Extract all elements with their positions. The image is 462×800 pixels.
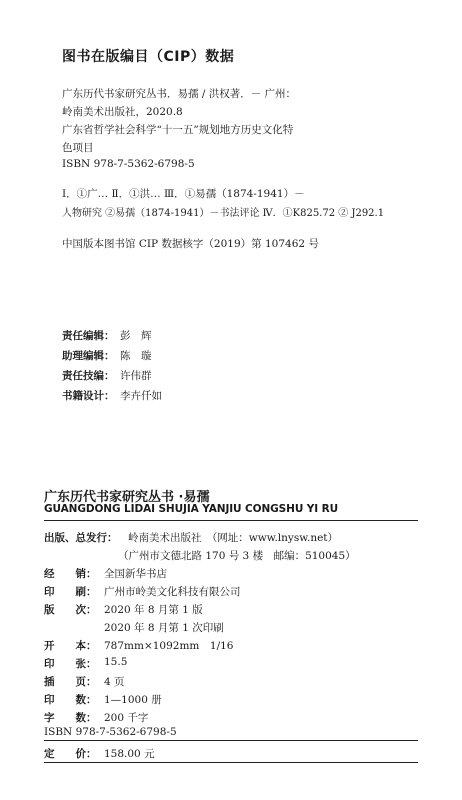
price-value: 158.00 元 [104, 748, 155, 760]
divider [44, 762, 418, 763]
credit-label: 责任编辑： [62, 330, 115, 342]
info-label: 经 销： [44, 568, 97, 580]
info-value: 15.5 [104, 656, 128, 668]
info-value: 广州市岭美文化科技有限公司 [104, 586, 241, 598]
cip-isbn: ISBN 978-7-5362-6798-5 [62, 158, 195, 170]
series-pinyin: GUANGDONG LIDAI SHUJIA YANJIU CONGSHU YI RU [44, 503, 339, 515]
cip-classification: Ⅰ．①广… Ⅱ．①洪… Ⅲ．①易孺（1874-1941）－ [62, 188, 305, 200]
credit-value: 彭 辉 [120, 330, 152, 342]
credit-label: 书籍设计： [62, 390, 115, 402]
info-label: 版 次： [44, 604, 97, 616]
isbn: ISBN 978-7-5362-6798-5 [44, 726, 177, 738]
publisher-label: 出版、总发行： [44, 532, 118, 544]
info-label: 插 页： [44, 676, 97, 688]
info-label: 字 数： [44, 712, 97, 724]
info-value: 2020 年 8 月第 1 版 [104, 604, 203, 616]
credit-value: 陈 璇 [120, 350, 152, 362]
publisher-value: 岭南美术出版社 （网址：www.lnysw.net） [128, 532, 339, 544]
info-label: 印 数： [44, 694, 97, 706]
cip-classification: 人物研究 ②易孺（1874-1941）－书法评论 Ⅳ．①K825.72 ② J292.1 [62, 208, 385, 219]
cip-title: 图书在版编目（CIP）数据 [62, 49, 235, 65]
credit-label: 助理编辑： [62, 350, 115, 362]
price-label: 定 价： [44, 748, 97, 760]
info-label: 印 张： [44, 658, 97, 670]
cip-line: 广东省哲学社会科学“十一五”规划地方历史文化特 [62, 124, 294, 136]
info-value: 1—1000 册 [104, 694, 162, 706]
cip-line: 广东历代书家研究丛书．易孺 / 洪权著．－ 广州： [62, 88, 297, 100]
info-label: 开 本： [44, 640, 97, 652]
series-title: 广东历代书家研究丛书 ·易孺 [44, 490, 210, 505]
credit-label: 责任技编： [62, 370, 115, 382]
info-value: 全国新华书店 [104, 568, 167, 580]
cip-record-number: 中国版本图书馆 CIP 数据核字（2019）第 107462 号 [62, 238, 319, 250]
divider [44, 520, 418, 521]
cip-line: 岭南美术出版社，2020.8 [62, 106, 183, 118]
credit-value: 许伟群 [120, 370, 152, 382]
cip-line: 色项目 [62, 142, 94, 154]
credit-value: 李卉仟如 [120, 390, 162, 402]
info-value: 787mm×1092mm 1/16 [104, 640, 234, 652]
info-label: 印 刷： [44, 586, 97, 598]
info-value: 2020 年 8 月第 1 次印刷 [104, 622, 224, 634]
info-value: 200 千字 [104, 712, 149, 724]
divider [44, 740, 418, 741]
info-value: 4 页 [104, 676, 125, 688]
publisher-address: （广州市文德北路 170 号 3 楼 邮编：510045） [118, 550, 356, 562]
